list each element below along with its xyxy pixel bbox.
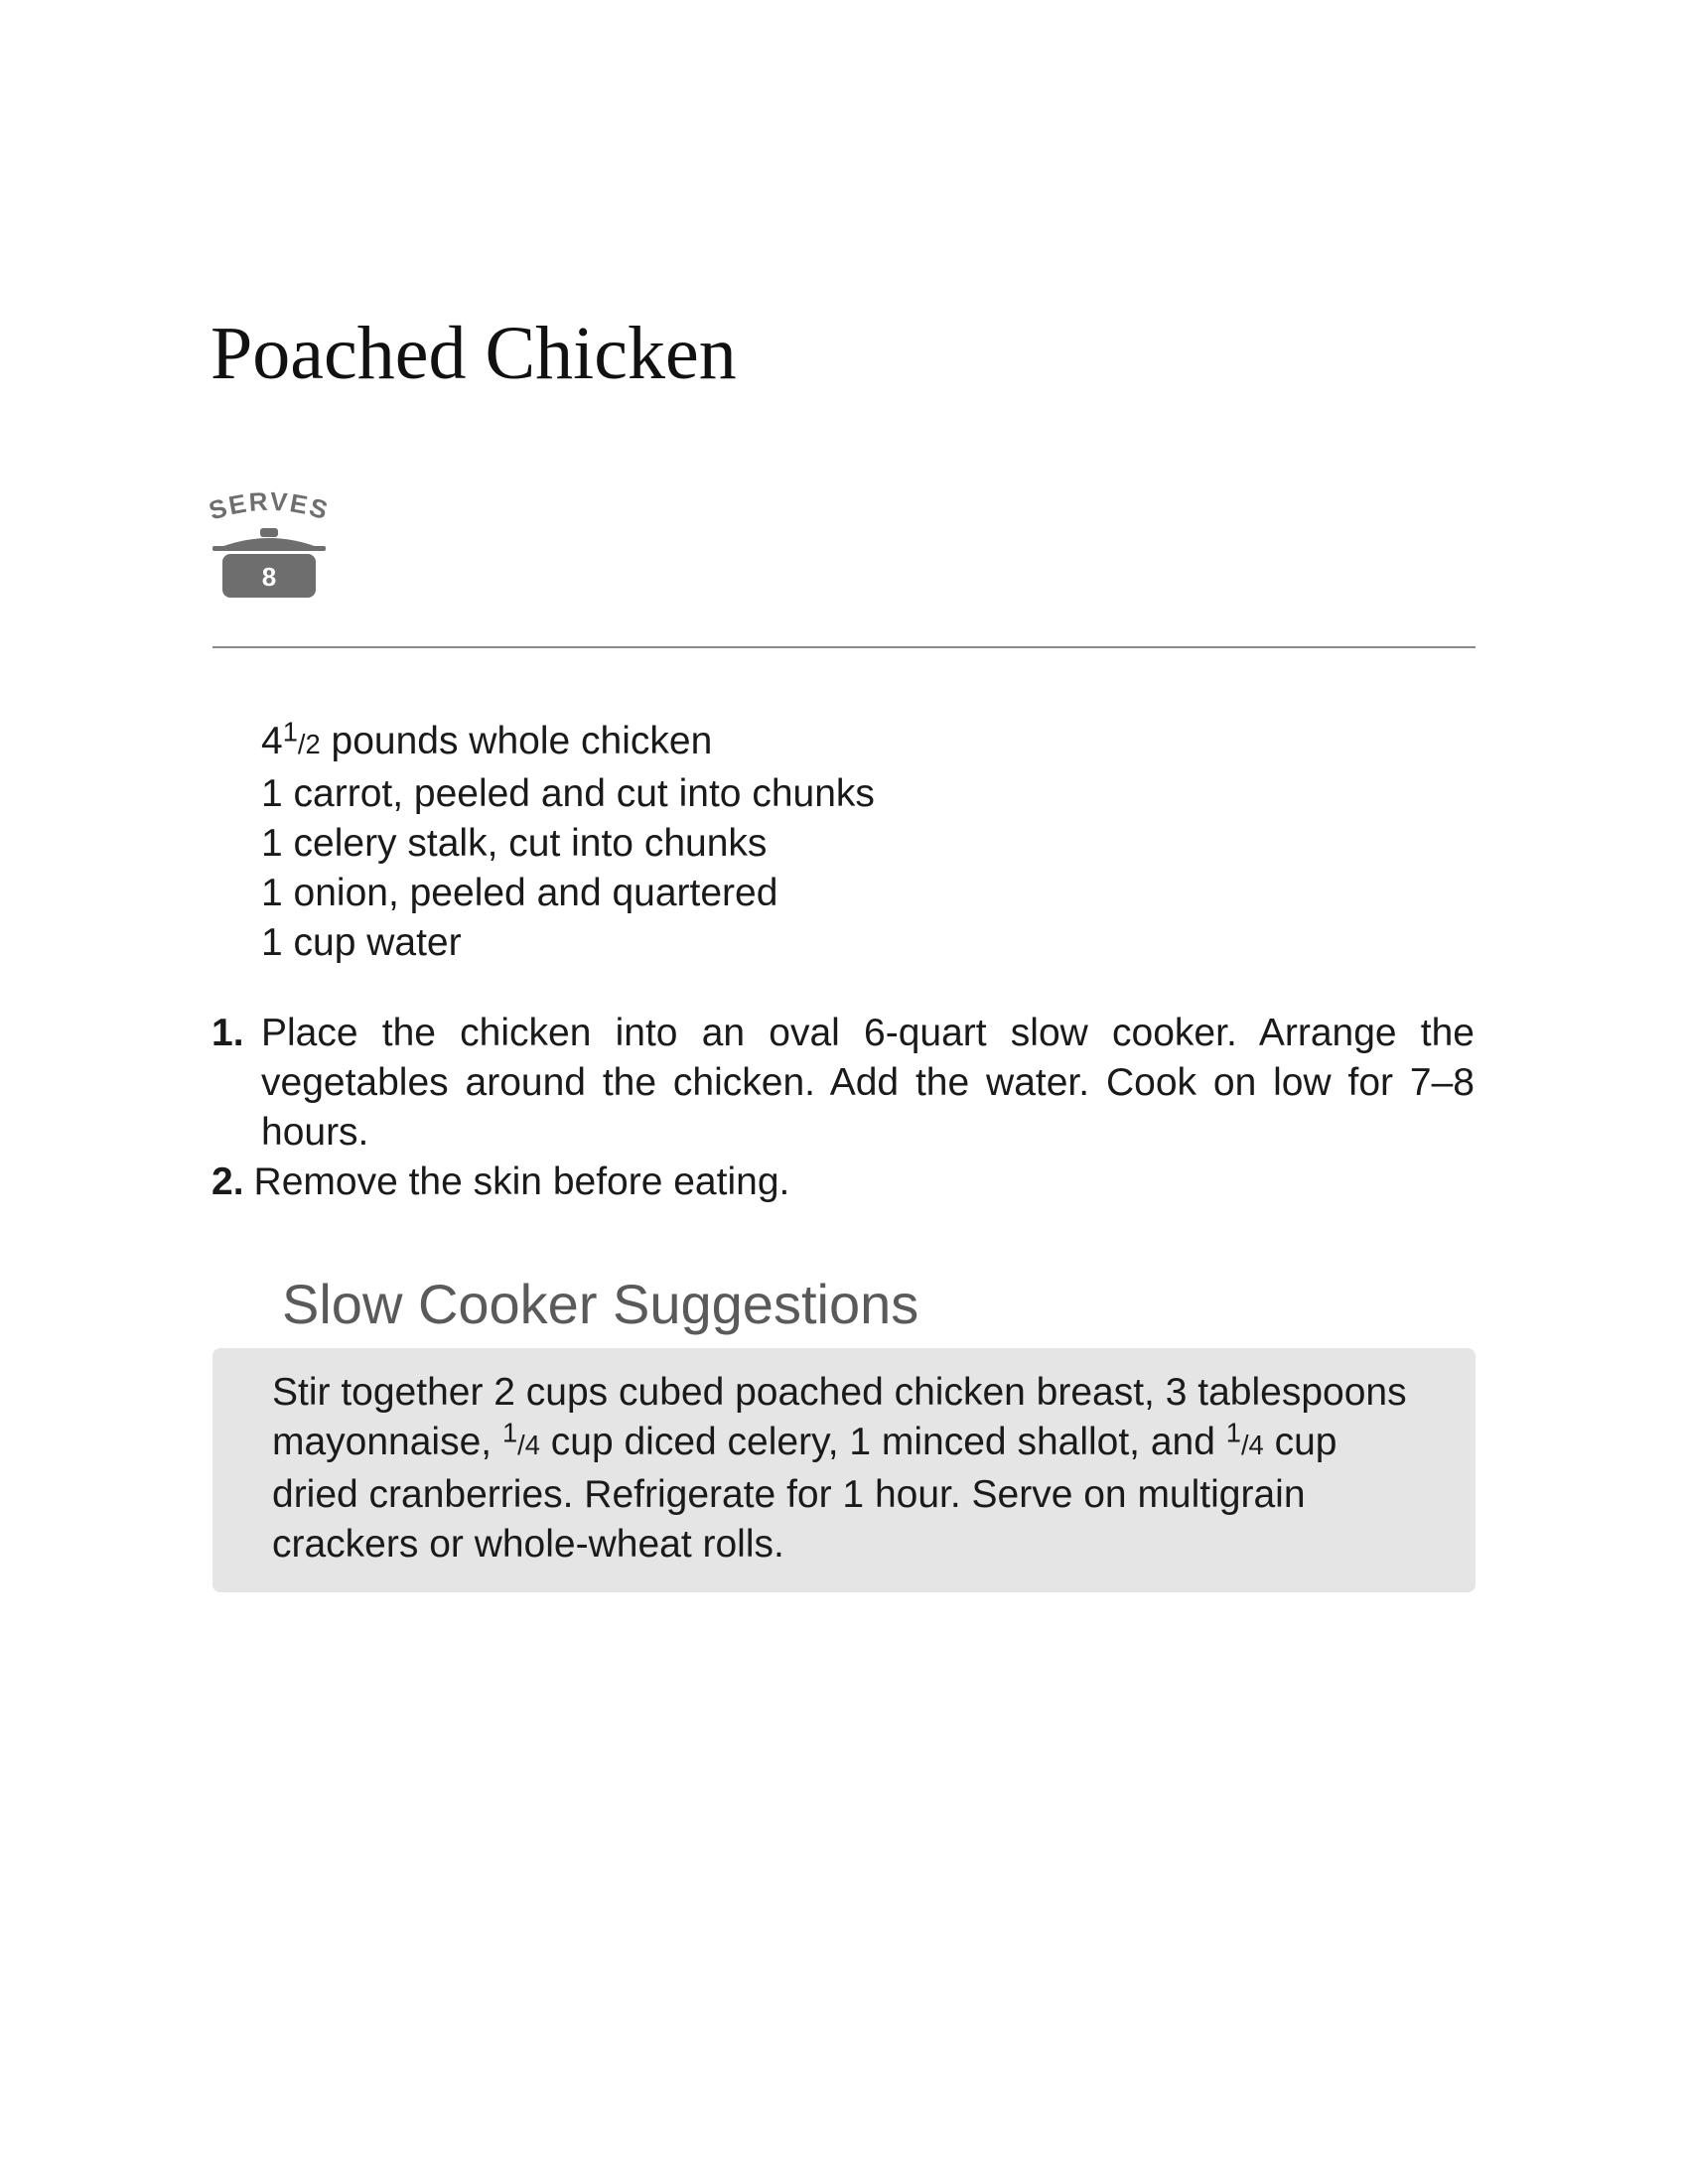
ingredient-list <box>261 717 875 968</box>
recipe-title: Poached Chicken <box>211 312 737 395</box>
ingredient-item: 1 carrot, peeled and cut into chunks <box>261 772 875 815</box>
step-text: Place the chicken into an oval 6-quart slow cooker. Arrange the vegetables around the chicken. Add the water. Cook on low for 7–8 hours. <box>261 1012 1475 1154</box>
serves-count: 8 <box>261 562 277 592</box>
step-number: 1. <box>211 1012 244 1054</box>
suggestions-text: Stir together 2 cups cubed poached chicken breast, 3 tablespoons mayonnaise, $^1$/4 cup diced celery, 1 minced shallot, and $^1$/4 cup dried cranberries. Refrigerate for 1 hour. Serve on multigrain crackers or whole-wheat rolls. <box>272 1371 1407 1566</box>
fraction: $^1$/4 <box>1225 1417 1264 1460</box>
serves-badge <box>205 484 334 614</box>
step-list <box>211 1009 1475 1207</box>
ingredient-item: 1 cup water <box>261 921 462 964</box>
section-divider <box>212 646 1476 648</box>
ingredient-item: $4^1/2$ pounds whole chicken <box>261 716 713 762</box>
slow-cooker-pot-icon <box>205 484 334 614</box>
step-number: 2. <box>211 1160 244 1203</box>
fraction: $^1$/4 <box>501 1417 540 1460</box>
serves-label: SERVES <box>205 485 334 526</box>
fraction: $^1$/2 <box>282 716 321 759</box>
suggestions-box <box>212 1348 1476 1592</box>
suggestions-heading: Slow Cooker Suggestions <box>282 1273 919 1335</box>
step-text: Remove the skin before eating. <box>253 1160 790 1203</box>
step-item <box>211 1009 1475 1158</box>
ingredient-item: 1 celery stalk, cut into chunks <box>261 822 768 865</box>
ingredient-item: 1 onion, peeled and quartered <box>261 872 778 914</box>
step-item <box>211 1158 1475 1207</box>
